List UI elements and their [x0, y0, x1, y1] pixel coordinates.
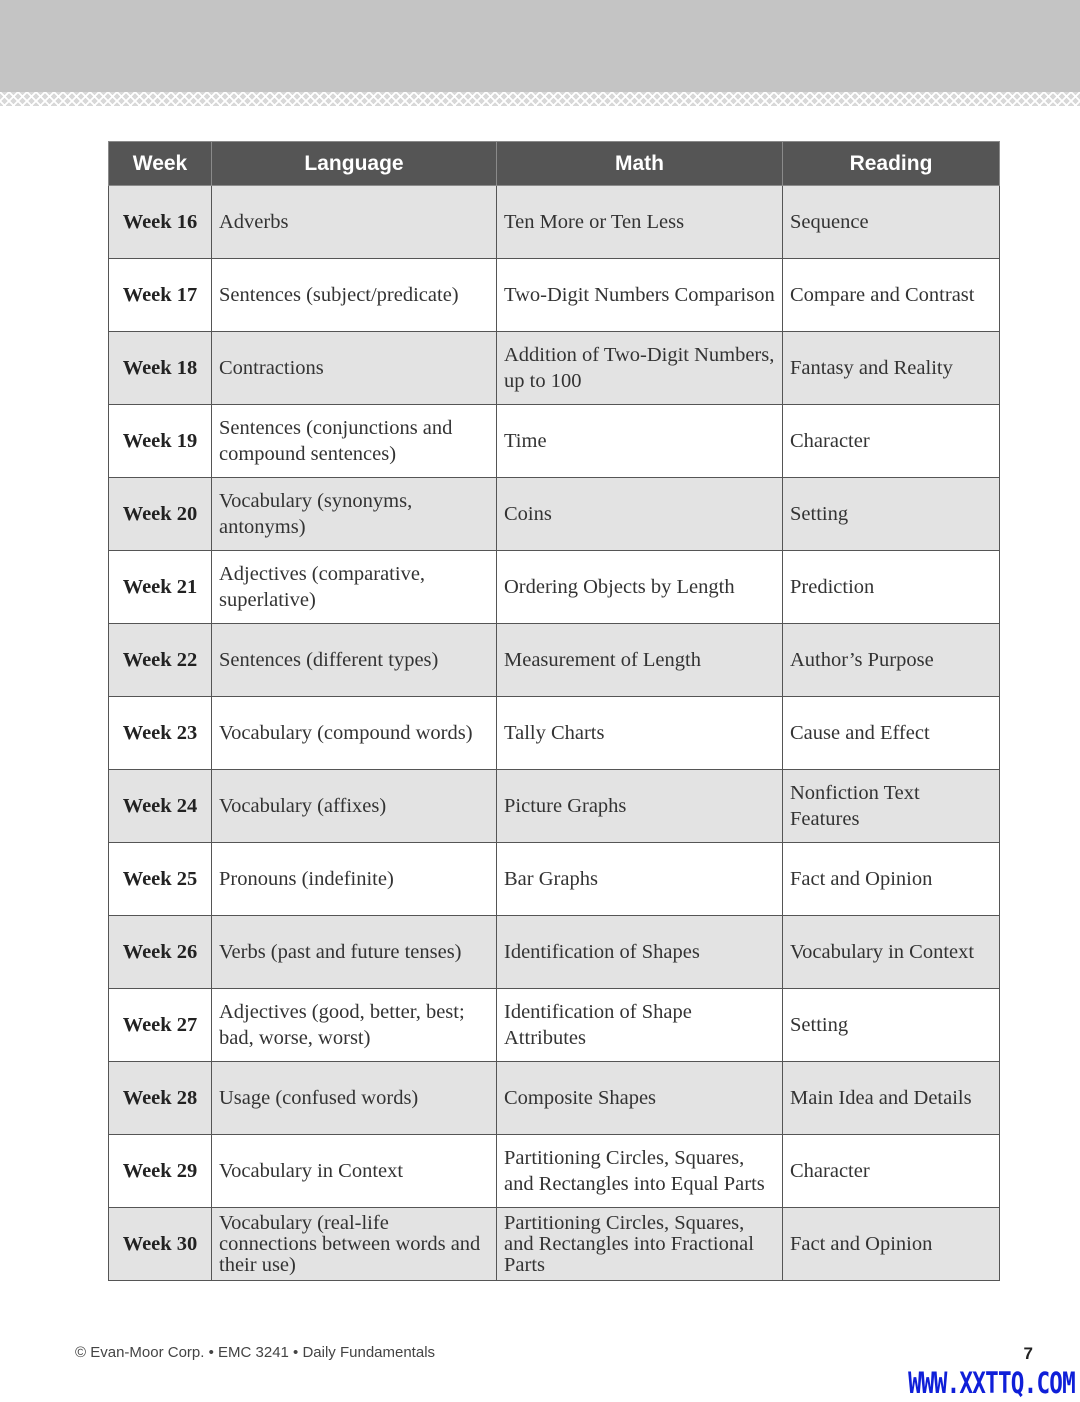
table-row — [109, 1135, 1000, 1208]
math-cell: Ten More or Ten Less — [497, 186, 783, 259]
week-cell: Week 30 — [109, 1208, 212, 1281]
week-cell: Week 25 — [109, 843, 212, 916]
table-row — [109, 332, 1000, 405]
week-cell: Week 22 — [109, 624, 212, 697]
language-cell: Vocabulary (synonyms, antonyms) — [212, 478, 497, 551]
math-cell: Coins — [497, 478, 783, 551]
reading-cell: Sequence — [783, 186, 1000, 259]
table-row — [109, 989, 1000, 1062]
week-cell: Week 28 — [109, 1062, 212, 1135]
language-cell: Vocabulary (real-life connections between words and their use) — [212, 1208, 497, 1281]
week-cell: Week 29 — [109, 1135, 212, 1208]
language-cell: Usage (confused words) — [212, 1062, 497, 1135]
language-cell: Adverbs — [212, 186, 497, 259]
table-row — [109, 186, 1000, 259]
math-cell: Composite Shapes — [497, 1062, 783, 1135]
reading-cell: Setting — [783, 989, 1000, 1062]
language-cell: Contractions — [212, 332, 497, 405]
column-header-reading: Reading — [783, 142, 1000, 186]
column-header-math: Math — [497, 142, 783, 186]
table-row — [109, 259, 1000, 332]
column-header-language: Language — [212, 142, 497, 186]
week-cell: Week 17 — [109, 259, 212, 332]
language-cell: Vocabulary (affixes) — [212, 770, 497, 843]
footer-copyright: © Evan-Moor Corp. • EMC 3241 • Daily Fundamentals — [75, 1344, 436, 1361]
math-cell: Ordering Objects by Length — [497, 551, 783, 624]
reading-cell: Compare and Contrast — [783, 259, 1000, 332]
curriculum-table — [108, 141, 1000, 1281]
language-cell: Vocabulary in Context — [212, 1135, 497, 1208]
language-cell: Vocabulary (compound words) — [212, 697, 497, 770]
reading-cell: Fact and Opinion — [783, 843, 1000, 916]
reading-cell: Setting — [783, 478, 1000, 551]
header-band — [0, 0, 1080, 92]
reading-cell: Author’s Purpose — [783, 624, 1000, 697]
language-cell: Pronouns (indefinite) — [212, 843, 497, 916]
math-cell: Bar Graphs — [497, 843, 783, 916]
reading-cell: Fantasy and Reality — [783, 332, 1000, 405]
table-row — [109, 478, 1000, 551]
week-cell: Week 23 — [109, 697, 212, 770]
language-cell: Verbs (past and future tenses) — [212, 916, 497, 989]
reading-cell: Fact and Opinion — [783, 1208, 1000, 1281]
math-cell: Partitioning Circles, Squares, and Rectangles into Equal Parts — [497, 1135, 783, 1208]
reading-cell: Vocabulary in Context — [783, 916, 1000, 989]
table-row — [109, 1062, 1000, 1135]
math-cell: Two-Digit Numbers Comparison — [497, 259, 783, 332]
language-cell: Adjectives (comparative, superlative) — [212, 551, 497, 624]
week-cell: Week 19 — [109, 405, 212, 478]
math-cell: Identification of Shape Attributes — [497, 989, 783, 1062]
table-row — [109, 551, 1000, 624]
table-row — [109, 697, 1000, 770]
week-cell: Week 24 — [109, 770, 212, 843]
reading-cell: Character — [783, 1135, 1000, 1208]
math-cell: Time — [497, 405, 783, 478]
reading-cell: Prediction — [783, 551, 1000, 624]
table-row — [109, 843, 1000, 916]
math-cell: Identification of Shapes — [497, 916, 783, 989]
table-row — [109, 1208, 1000, 1281]
reading-cell: Main Idea and Details — [783, 1062, 1000, 1135]
language-cell: Sentences (subject/predicate) — [212, 259, 497, 332]
language-cell: Sentences (conjunctions and compound sentences) — [212, 405, 497, 478]
math-cell: Partitioning Circles, Squares, and Rectangles into Fractional Parts — [497, 1208, 783, 1281]
week-cell: Week 20 — [109, 478, 212, 551]
week-cell: Week 16 — [109, 186, 212, 259]
week-cell: Week 21 — [109, 551, 212, 624]
watermark-text: WWW.XXTTQ.COM — [908, 1366, 1075, 1400]
week-cell: Week 18 — [109, 332, 212, 405]
reading-cell: Character — [783, 405, 1000, 478]
language-cell: Adjectives (good, better, best; bad, worse, worst) — [212, 989, 497, 1062]
page-number: 7 — [1023, 1344, 1033, 1363]
table-row — [109, 405, 1000, 478]
table-row — [109, 624, 1000, 697]
reading-cell: Nonfiction Text Features — [783, 770, 1000, 843]
math-cell: Tally Charts — [497, 697, 783, 770]
column-header-week: Week — [109, 142, 212, 186]
math-cell: Picture Graphs — [497, 770, 783, 843]
math-cell: Measurement of Length — [497, 624, 783, 697]
reading-cell: Cause and Effect — [783, 697, 1000, 770]
curriculum-table-container — [108, 141, 999, 1281]
week-cell: Week 27 — [109, 989, 212, 1062]
week-cell: Week 26 — [109, 916, 212, 989]
table-row — [109, 916, 1000, 989]
header-pattern-strip — [0, 92, 1080, 106]
table-row — [109, 770, 1000, 843]
math-cell: Addition of Two-Digit Numbers, up to 100 — [497, 332, 783, 405]
table-header-row — [109, 142, 1000, 186]
language-cell: Sentences (different types) — [212, 624, 497, 697]
